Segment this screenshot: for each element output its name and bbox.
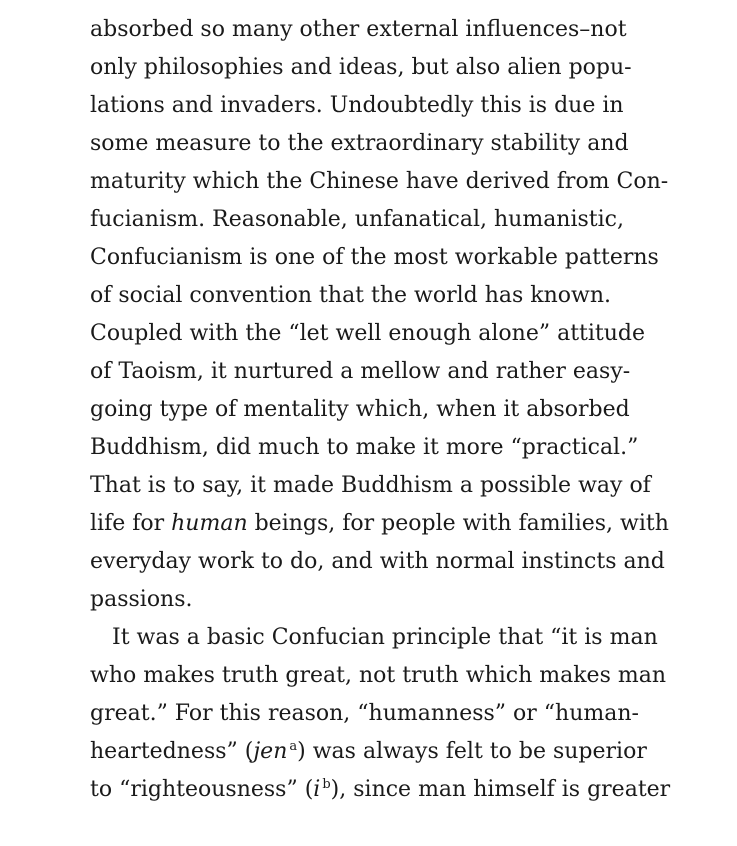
text-segment: of social convention that the world has known.	[90, 283, 612, 308]
text-line	[90, 353, 650, 391]
text-line	[90, 657, 666, 695]
paragraph	[90, 619, 671, 809]
document-page	[90, 11, 671, 809]
text-segment: Buddhism, did much to make it more “practical.”	[90, 435, 639, 460]
text-segment: only philosophies and ideas, but also alien popu-	[90, 55, 632, 80]
text-line	[90, 11, 650, 49]
text-segment: great.” For this reason, “humanness” or “human-	[90, 701, 639, 726]
text-segment: passions.	[90, 587, 193, 612]
text-segment: That is to say, it made Buddhism a possible way of	[90, 473, 651, 498]
text-segment: beings, for people with families, with	[247, 511, 669, 536]
text-line	[90, 429, 650, 467]
text-line	[90, 619, 658, 657]
text-line	[90, 315, 650, 353]
text-segment: who makes truth great, not truth which makes man	[90, 663, 666, 688]
text-line	[90, 391, 650, 429]
text-segment: some measure to the extraordinary stability and	[90, 131, 629, 156]
footnote-marker: a	[289, 738, 298, 754]
text-segment: Confucianism is one of the most workable patterns	[90, 245, 659, 270]
text-segment: absorbed so many other external influences–not	[90, 17, 627, 42]
text-line	[90, 505, 669, 543]
text-segment: going type of mentality which, when it absorbed	[90, 397, 630, 422]
text-line	[90, 581, 650, 619]
italic-text: jen	[253, 739, 288, 764]
text-line	[90, 277, 650, 315]
italic-text: i	[313, 777, 321, 802]
text-line	[90, 239, 659, 277]
text-segment: of Taoism, it nurtured a mellow and rather easy-	[90, 359, 631, 384]
text-line	[90, 695, 650, 733]
text-line	[90, 543, 665, 581]
text-segment: lations and invaders. Undoubtedly this is due in	[90, 93, 624, 118]
text-segment: life for	[90, 511, 172, 536]
text-line	[90, 49, 650, 87]
text-segment: maturity which the Chinese have derived from Con-	[90, 169, 669, 194]
text-segment: to “righteousness” (	[90, 777, 314, 802]
text-segment: fucianism. Reasonable, unfanatical, humanistic,	[90, 207, 624, 232]
italic-text: human	[171, 511, 248, 536]
text-segment: It was a basic Confucian principle that “it is man	[112, 625, 658, 650]
paragraph	[90, 11, 669, 619]
text-segment: everyday work to do, and with normal instincts and	[90, 549, 665, 574]
text-line	[90, 467, 650, 505]
text-line	[90, 201, 650, 239]
footnote-marker: b	[322, 776, 331, 792]
text-segment: ), since man himself is greater	[330, 777, 671, 802]
text-segment: Coupled with the “let well enough alone” attitude	[90, 321, 646, 346]
text-line	[90, 733, 650, 771]
text-line	[90, 125, 650, 163]
text-line	[90, 87, 650, 125]
text-line	[90, 163, 669, 201]
text-segment: ) was always felt to be superior	[297, 739, 647, 764]
text-line	[90, 771, 671, 809]
text-segment: heartedness” (	[90, 739, 254, 764]
